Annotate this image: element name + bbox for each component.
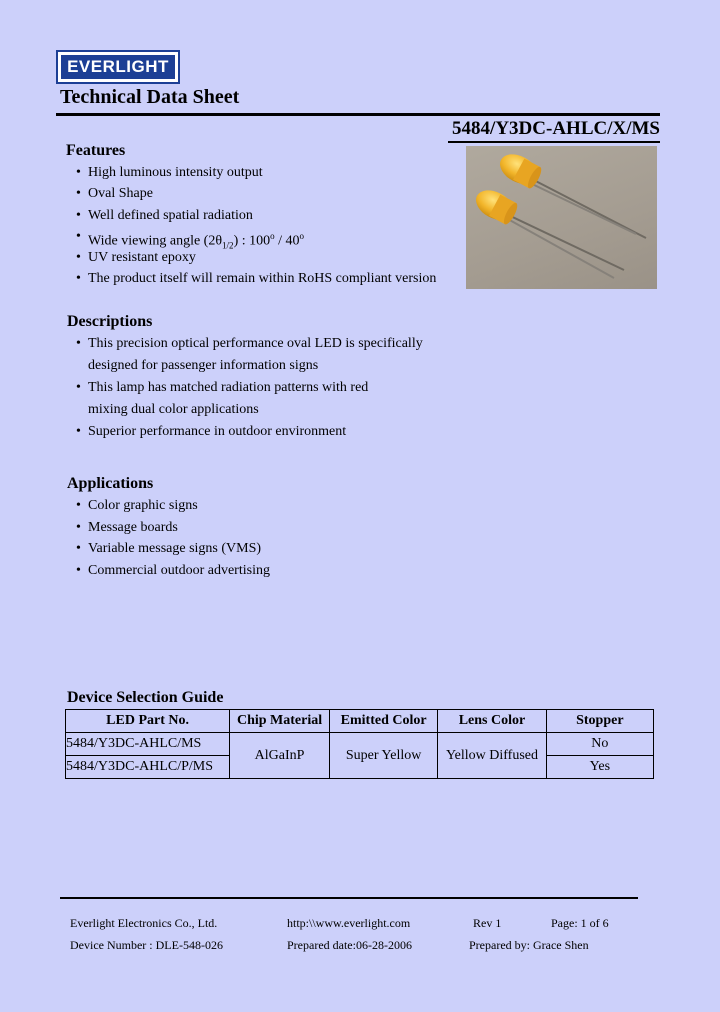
footer-rule (60, 897, 638, 899)
led-lead (528, 182, 636, 234)
list-item: • Commercial outdoor advertising (76, 560, 270, 582)
led-lead (526, 176, 646, 238)
footer-device-number: Device Number : DLE-548-026 (70, 938, 223, 952)
list-item (76, 333, 456, 377)
list-item: • UV resistant epoxy (76, 247, 436, 268)
viewing-angle-text: Wide viewing angle (2θ (88, 233, 223, 249)
features-heading: Features (66, 142, 126, 159)
stopper-cell: No (546, 733, 653, 756)
description-line: designed for passenger information signs (88, 358, 319, 373)
part-number-underline (448, 141, 660, 143)
list-item: • Oval Shape (76, 183, 436, 204)
led-lead (506, 218, 614, 278)
logo-text: EVERLIGHT (61, 55, 175, 79)
footer-rev: Rev 1 (473, 916, 502, 930)
list-item-viewing-angle (76, 226, 436, 251)
descriptions-heading: Descriptions (67, 313, 153, 330)
description-line: mixing dual color applications (88, 402, 259, 417)
emitted-color-cell: Super Yellow (329, 733, 437, 779)
led-body-front (471, 184, 520, 227)
description-line: This lamp has matched radiation patterns with red (88, 380, 369, 395)
viewing-angle-value-2: / 40 (274, 233, 300, 249)
led-body-back (495, 148, 544, 191)
stopper-cell: Yes (546, 756, 653, 779)
lens-color-cell: Yellow Diffused (438, 733, 546, 779)
footer-page: Page: 1 of 6 (551, 916, 609, 930)
chip-material-cell: AlGaInP (230, 733, 330, 779)
applications-heading: Applications (67, 475, 154, 492)
list-item (76, 377, 456, 421)
everlight-logo (56, 50, 180, 84)
descriptions-list (76, 333, 456, 443)
table-row (66, 733, 654, 756)
degree-mark-1: o (270, 230, 275, 241)
footer-url: http:\\www.everlight.com (287, 916, 411, 930)
document-title: Technical Data Sheet (60, 86, 240, 108)
column-header: Lens Color (438, 710, 546, 733)
list-item: • Superior performance in outdoor environment (76, 421, 456, 443)
viewing-angle-subscript: 1/2 (222, 240, 234, 251)
applications-list (76, 495, 270, 581)
list-item: • Well defined spatial radiation (76, 205, 436, 226)
column-header: LED Part No. (66, 710, 230, 733)
device-selection-heading: Device Selection Guide (67, 689, 224, 706)
part-number-cell: 5484/Y3DC-AHLC/P/MS (66, 756, 230, 779)
features-list (76, 162, 436, 290)
degree-mark-2: o (299, 230, 305, 241)
column-header: Chip Material (230, 710, 330, 733)
column-header: Stopper (546, 710, 653, 733)
led-lead (502, 212, 624, 270)
part-number-title: 5484/Y3DC-AHLC/X/MS (452, 118, 660, 139)
list-item: • The product itself will remain within RoHS compliant version (76, 268, 436, 289)
description-line: This precision optical performance oval LED is specifically (88, 336, 423, 351)
list-item: • Message boards (76, 517, 270, 539)
column-header: Emitted Color (329, 710, 437, 733)
list-item: • Color graphic signs (76, 495, 270, 517)
list-item: • High luminous intensity output (76, 162, 436, 183)
device-selection-table (65, 709, 654, 779)
led-photo-illustration (466, 146, 657, 289)
list-item: • Variable message signs (VMS) (76, 538, 270, 560)
header-rule (56, 113, 660, 116)
part-number-cell: 5484/Y3DC-AHLC/MS (66, 733, 230, 756)
footer-company: Everlight Electronics Co., Ltd. (70, 916, 218, 930)
table-header-row (66, 710, 654, 733)
product-photo (466, 146, 657, 289)
viewing-angle-value-1: ) : 100 (233, 233, 271, 249)
footer-prepared-date: Prepared date:06-28-2006 (287, 938, 412, 952)
footer-prepared-by: Prepared by: Grace Shen (469, 938, 589, 952)
